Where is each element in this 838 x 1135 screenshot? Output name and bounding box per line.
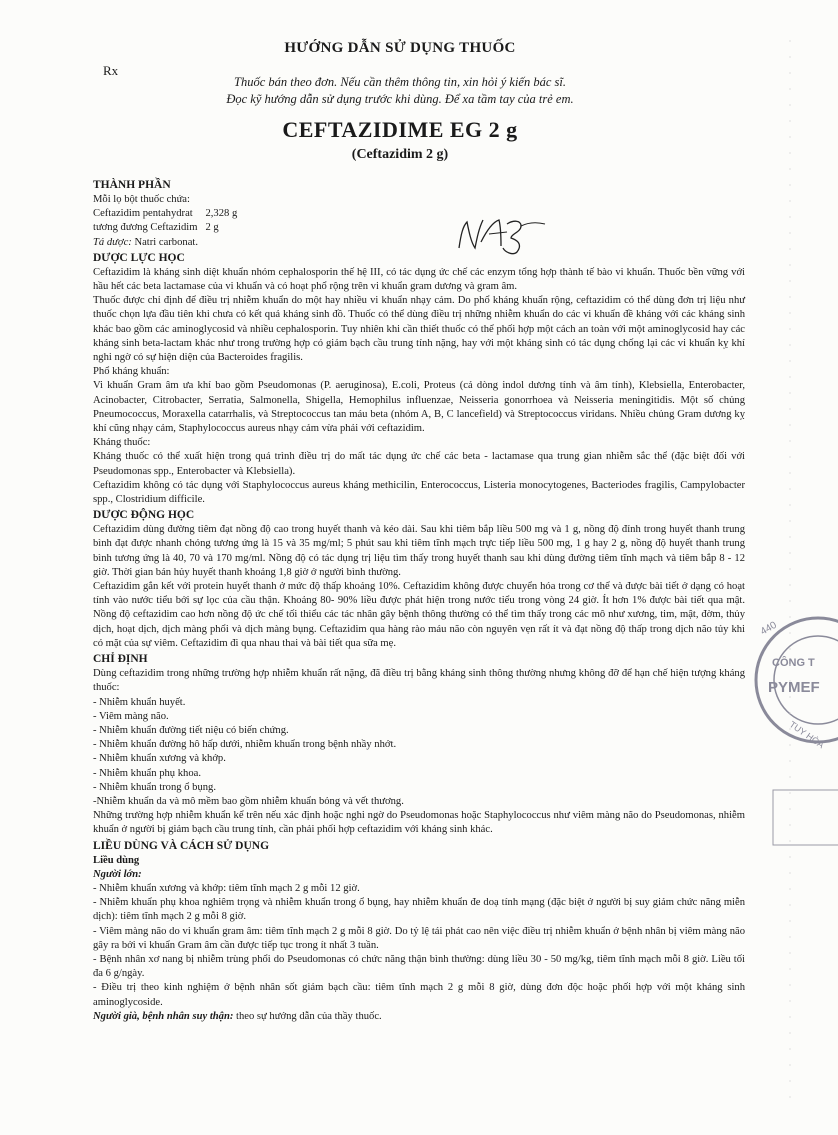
pharmacodynamics-paragraph: Ceftazidim là kháng sinh diệt khuẩn nhóm cephalosporin thế hệ III, có tác dụng ức chế các enzym tổng hợp thành tế bào vi khuẩn. Thuốc bền vững với hầu hết các beta lactamase của vi khuẩn và có hoạt phổ rộng trên vi khuẩn gram dương và gram âm. xyxy=(93,266,745,293)
list-item: - Nhiễm khuẩn xương và khớp: tiêm tĩnh mạch 2 g mỗi 12 giờ. xyxy=(93,882,360,894)
list-item: - Điều trị theo kinh nghiệm ở bệnh nhân sốt giảm bạch cầu: tiêm tĩnh mạch 2 g mỗi 8 giờ, dùng đơn độc hoặc phối hợp với một kháng sinh aminoglycoside. xyxy=(93,982,745,1008)
elderly-label: Người già, bệnh nhân suy thận: xyxy=(93,1010,234,1022)
section-heading-dosage: LIỀU DÙNG VÀ CÁCH SỬ DỤNG xyxy=(93,839,270,852)
resistance-label: Kháng thuốc: xyxy=(93,437,151,449)
resistance-paragraph: Ceftazidim không có tác dụng với Staphylococcus aureus kháng methicilin, Enterococcus, Listeria monocytogenes, Bacteriodes fragilis, Campylobacter spp., Clostridium difficile. xyxy=(93,479,745,506)
drug-name: CEFTAZIDIME EG 2 g xyxy=(282,117,518,142)
drug-generic-name: (Ceftazidim 2 g) xyxy=(351,147,449,162)
excipient-value: Natri carbonat. xyxy=(134,236,198,248)
excipient-label: Tá dược: xyxy=(93,236,132,248)
pharmacokinetics-paragraph: Ceftazidim dùng đường tiêm đạt nồng độ cao trong huyết thanh và kéo dài. Sau khi tiêm bắp liều 500 mg và 1 g, nồng độ đỉnh trong huyết thanh trung bình đạt được nhanh chóng tương ứng là 15 và 35 mg/ml; 5 phút sau khi tiêm tĩnh mạch trực tiếp liều 500 mg, 1 g hay 2 g, nồng độ huyết thanh trung bình tương ứng là 40, 70 và 170 mg/ml. Nồng độ có tác dụng trị liệu tìm thấy trong huyết thanh sau khi dùng đường tiêm tĩnh mạch và tiêm bắp 8 - 12 giờ. Thời gian bán hủy huyết thanh khoảng 1,8 giờ ở người bình thường. xyxy=(93,524,745,578)
indications-note: Những trường hợp nhiễm khuẩn kể trên nếu xác định hoặc nghi ngờ do Pseudomonas hoặc Staphylococcus như viêm màng não do Pseudomonas, nhiễm khuẩn ở người bị giảm bạch cầu trung tính, cần phải phối hợp ceftazidim với kháng sinh khác. xyxy=(93,810,745,836)
table-row xyxy=(93,207,245,221)
list-item: - Nhiễm khuẩn huyết. xyxy=(93,696,186,708)
pharmacodynamics-paragraph: Thuốc được chỉ định để điều trị nhiễm khuẩn do một hay nhiều vi khuẩn nhạy cảm. Do phổ kháng khuẩn rộng, ceftazidim có thể dùng đơn trị liệu như thuốc chọn lựa đầu tiên khi chưa có kết quả kháng sinh đồ. Thuốc có thể dùng điều trị những nhiễm khuẩn do các vi khuẩn đề kháng với các kháng sinh khác bao gồm các aminoglycosid và nhiều cephalosporin. Tuy nhiên khi cần thiết thuốc có thể phối hợp một cách an toàn với một aminoglycosid hay các kháng sinh beta-lactam khác như trong trường hợp có giảm bạch cầu trung tính nặng, hay với một kháng sinh có tác dụng chống lại các vi khuẩn kỵ khí nghi ngờ có sự hiện diện của Bacteroides fragilis. xyxy=(93,295,745,364)
ingredient-amount: 2,328 g xyxy=(205,208,238,220)
leaflet-body xyxy=(93,177,745,1024)
list-item: - Nhiễm khuẩn đường hô hấp dưới, nhiễm khuẩn trong bệnh nhầy nhớt. xyxy=(93,739,397,751)
stamp-number: 440 xyxy=(758,619,779,638)
list-item: -Nhiễm khuẩn da và mô mềm bao gồm nhiễm khuẩn bỏng và vết thương. xyxy=(93,795,404,807)
read-instructions-notice: Đọc kỹ hướng dẫn sử dụng trước khi dùng. Để xa tầm tay của trẻ em. xyxy=(226,92,574,106)
dosage-subheading: Liều dùng xyxy=(93,854,140,866)
list-item: - Viêm màng não. xyxy=(93,710,169,722)
list-item: - Nhiễm khuẩn xương và khớp. xyxy=(93,753,226,765)
page-title: HƯỚNG DẪN SỬ DỤNG THUỐC xyxy=(284,40,516,56)
scan-edge-marks xyxy=(776,0,800,1135)
section-heading-pharmacodynamics: DƯỢC LỰC HỌC xyxy=(93,251,185,264)
ingredient-name: Ceftazidim pentahydrat xyxy=(93,208,193,220)
adult-label: Người lớn: xyxy=(93,868,142,880)
list-item: - Viêm màng não do vi khuẩn gram âm: tiêm tĩnh mạch 2 g mỗi 8 giờ. Do tỷ lệ tái phát cao nên việc điều trị nhiễm khuẩn ở bệnh nhân bị viêm màng não gây ra bởi vi khuẩn Gram âm cần được tiếp tục trong ít nhất 3 tuần. xyxy=(93,925,745,951)
pharmacokinetics-paragraph: Ceftazidim gắn kết với protein huyết thanh ở mức độ thấp khoảng 10%. Ceftazidim không được chuyển hóa trong cơ thể và được bài tiết ở dạng có hoạt tính vào nước tiểu bởi sự lọc của cầu thận. Khoảng 80- 90% liều được phát hiện trong nước tiểu trong vòng 24 giờ. Ít hơn 1% được bài tiết qua mật. Nồng độ ceftazidim cao hơn nồng độ ức chế tối thiểu các tác nhân gây bệnh thông thường có thể tìm thấy trong các mô như xương, tim, mật, đờm, thủy dịch, hoạt dịch, dịch màng phổi và dịch màng bụng. Ceftazidim qua hàng rào máu não còn nguyên vẹn rất ít và đạt nồng độ thấp trong dịch não tủy khi có mặt của sự viêm. Ceftazidim đi qua nhau thai và bài tiết qua sữa mẹ. xyxy=(93,581,745,649)
list-item: - Nhiễm khuẩn trong ổ bụng. xyxy=(93,781,216,793)
elderly-line xyxy=(93,1010,745,1024)
ingredient-amount: 2 g xyxy=(205,222,219,234)
elderly-text: theo sự hướng dẫn của thầy thuốc. xyxy=(236,1010,382,1022)
stamp-company-label: CÔNG T xyxy=(772,657,815,669)
composition-intro: Mỗi lọ bột thuốc chứa: xyxy=(93,194,190,205)
list-item: - Nhiễm khuẩn phụ khoa. xyxy=(93,767,201,779)
list-item: - Bệnh nhân xơ nang bị nhiễm trùng phổi do Pseudomonas có chức năng thận bình thường: dùng liều 30 - 50 mg/kg, tiêm tĩnh mạch mỗi 8 giờ. Liều tối đa 6 g/ngày. xyxy=(93,953,745,980)
stamp-company-name: PYMEF xyxy=(768,679,820,696)
prescription-notice: Thuốc bán theo đơn. Nếu cần thêm thông tin, xin hỏi ý kiến bác sĩ. xyxy=(234,75,566,89)
list-item: - Nhiễm khuẩn đường tiết niệu có biến chứng. xyxy=(93,724,289,736)
composition-table xyxy=(93,207,245,235)
section-heading-composition: THÀNH PHẦN xyxy=(93,179,171,191)
indications-intro: Dùng ceftazidim trong những trường hợp nhiễm khuẩn rất nặng, đã điều trị bằng kháng sinh thông thường nhưng không đỡ để hạn chế hiện tượng kháng thuốc: xyxy=(93,668,745,694)
resistance-paragraph: Kháng thuốc có thể xuất hiện trong quá trình điều trị do mất tác dụng ức chế các beta - lactamase qua trung gian nhiễm sắc thể (đặc biệt đối với Pseudomonas spp., Enterobacter và Klebsiella). xyxy=(93,451,745,477)
ingredient-name: tương đương Ceftazidim xyxy=(93,222,198,234)
rx-label: Rx xyxy=(103,63,119,78)
section-heading-pharmacokinetics: DƯỢC ĐỘNG HỌC xyxy=(93,509,195,522)
table-row xyxy=(93,221,245,235)
stamp-location: TUY HÒA xyxy=(787,719,826,751)
spectrum-paragraph: Vi khuẩn Gram âm ưa khí bao gồm Pseudomonas (P. aeruginosa), E.coli, Proteus (cả dòng indol dương tính và âm tính), Klebsiella, Enterobacter, Acinobacter, Citrobacter, Serratia, Salmonella, Shigella, Hemophilus influenzae, Neisseria gonorrhoea và Neisseria meningitidis. Một số chủng Pneumococcus, Moraxella catarrhalis, và Streptococcus tan máu beta (nhóm A, B, C lancefield) và Streptococcus viridans. Nhiều chủng Gram dương kỵ khí cũng nhạy cảm, Staphylococcus aureus nhạy cảm vừa phải với ceftazidim. xyxy=(93,380,745,435)
excipient-line xyxy=(93,236,745,250)
list-item: - Nhiễm khuẩn phụ khoa nghiêm trọng và nhiễm khuẩn trong ổ bụng, hay nhiễm khuẩn đe doạ tính mạng (đặc biệt ở người bị suy giảm chức năng miễn dịch): tiêm tĩnh mạch 2 g mỗi 8 giờ. xyxy=(93,897,745,923)
spectrum-label: Phổ kháng khuẩn: xyxy=(93,366,170,378)
section-heading-indications: CHỈ ĐỊNH xyxy=(93,653,148,666)
